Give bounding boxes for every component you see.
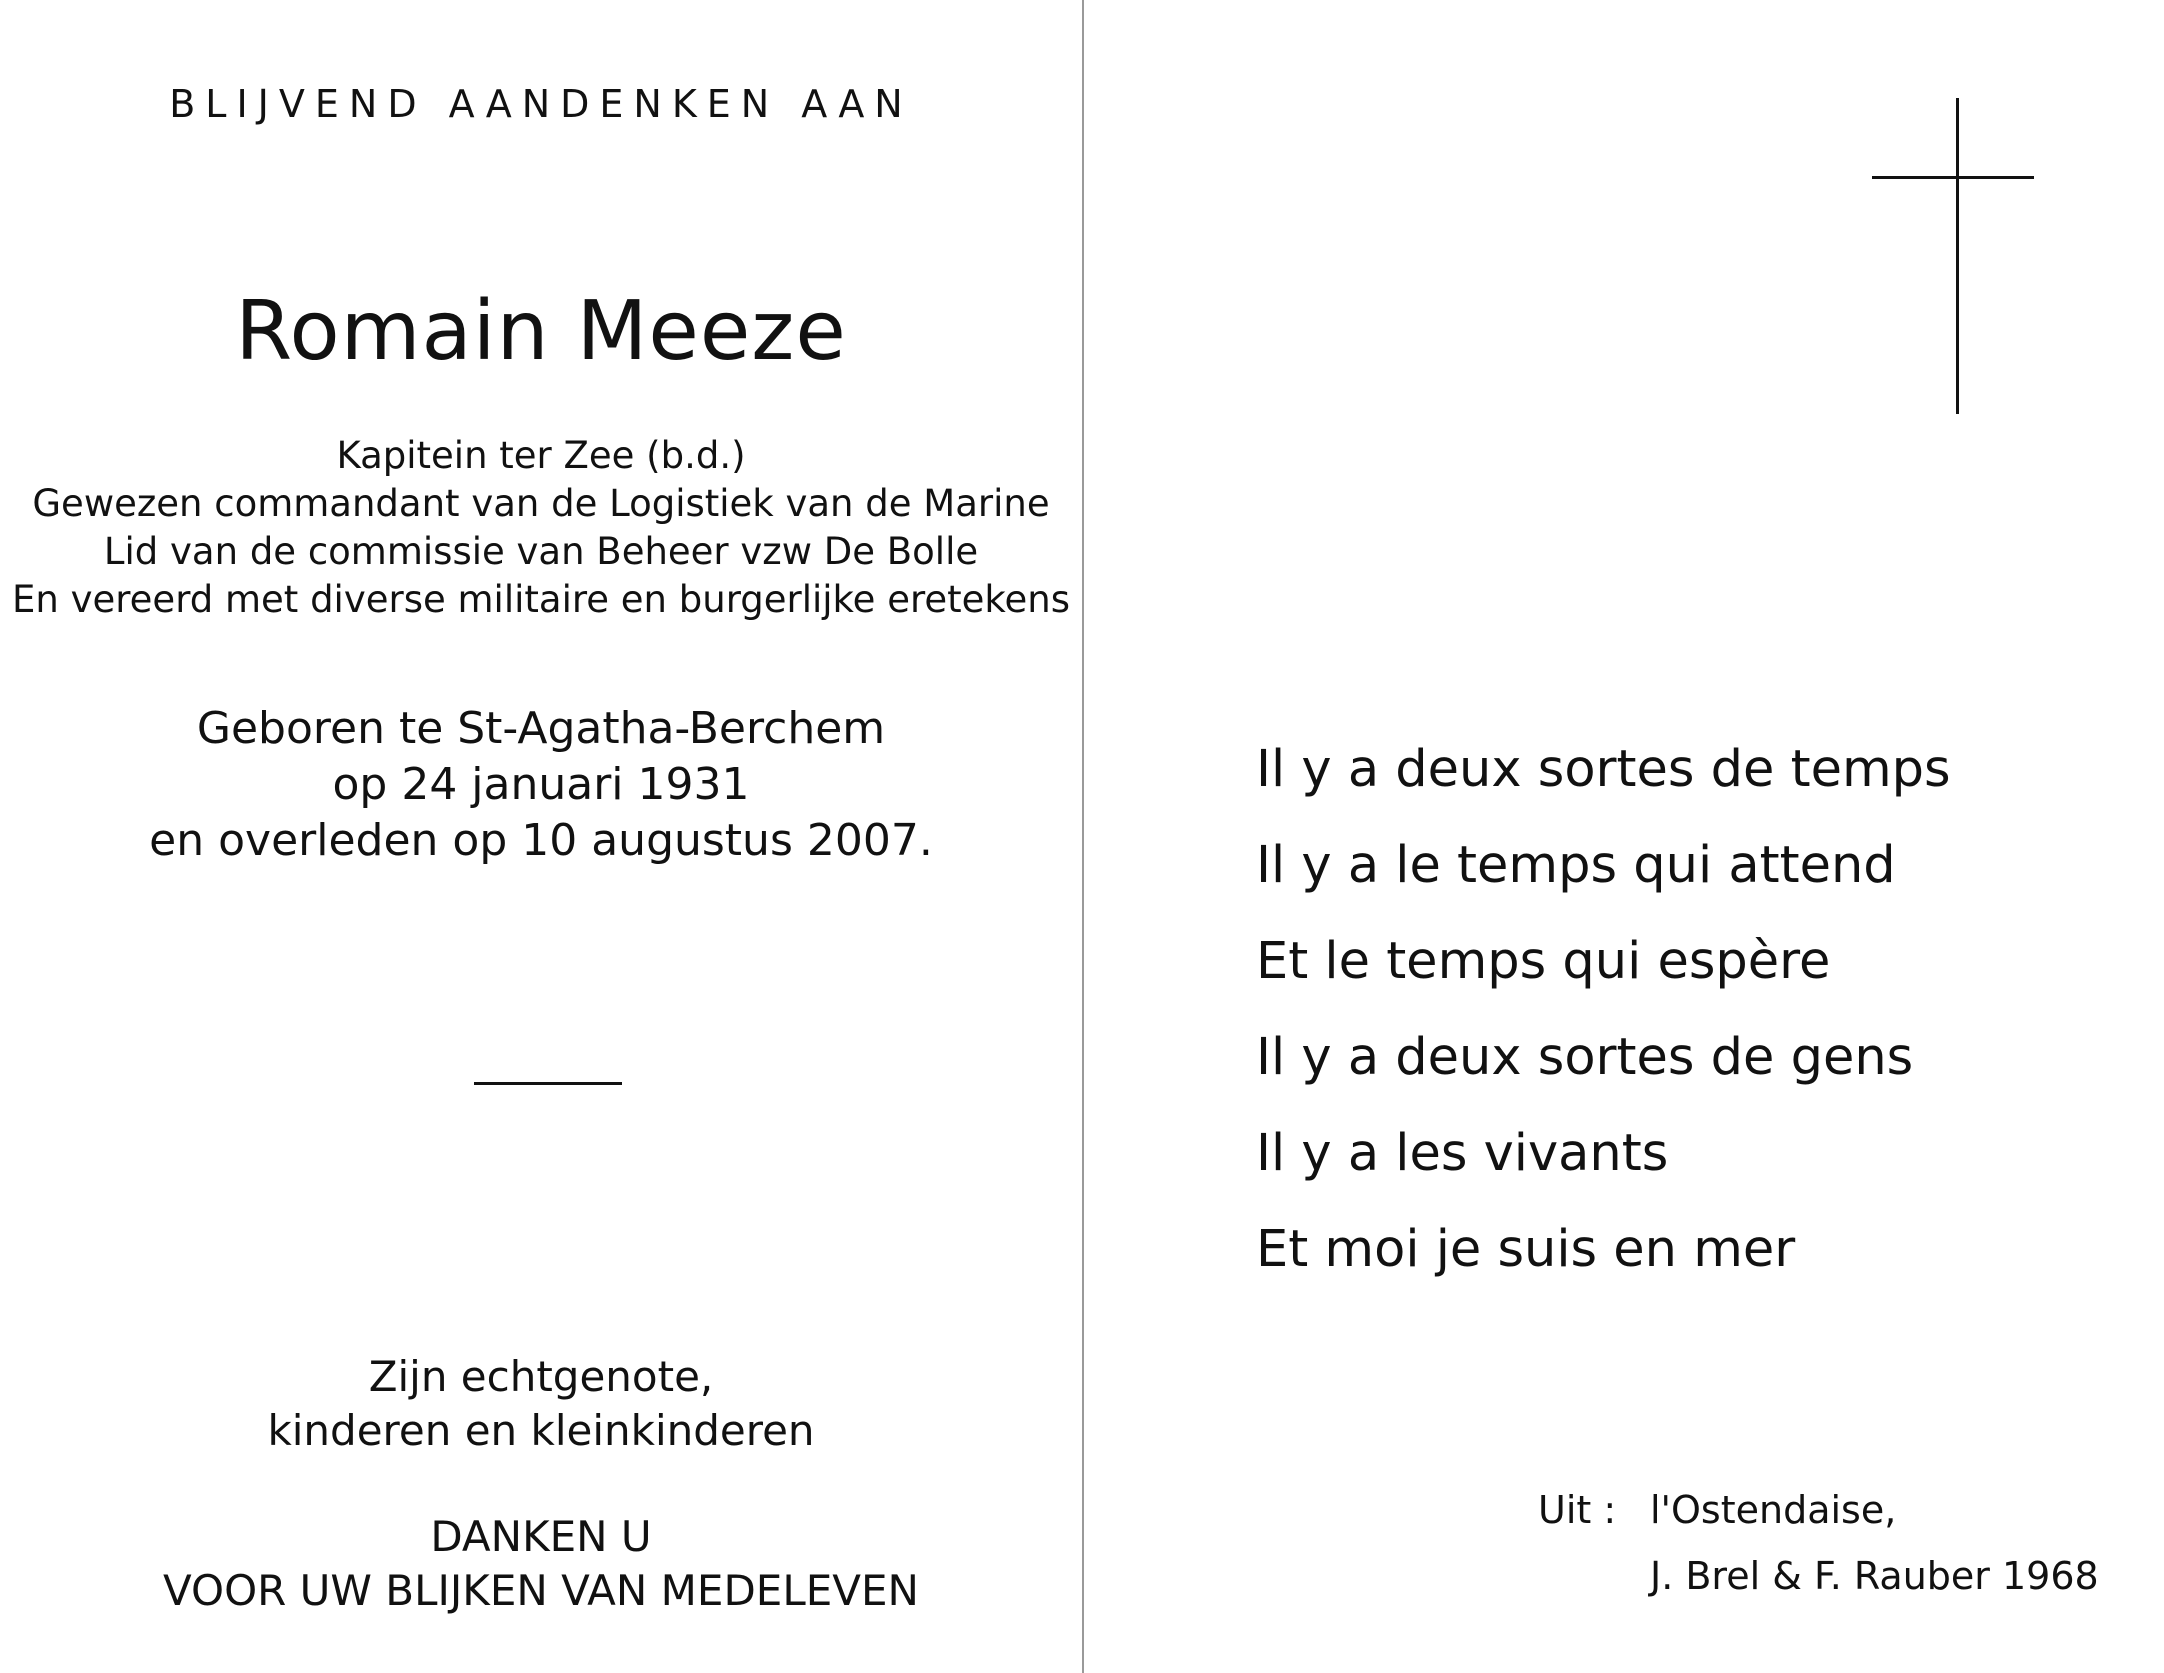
role-line: Lid van de commissie van Beheer vzw De Bolle [103, 530, 979, 573]
poem-line: Il y a le temps qui attend [1256, 836, 1896, 895]
death-date: en overleden op 10 augustus 2007. [149, 815, 933, 866]
family-line: Zijn echtgenote, [368, 1352, 714, 1401]
birth-place: Geboren te St-Agatha-Berchem [196, 703, 886, 754]
family-line: kinderen en kleinkinderen [267, 1406, 815, 1455]
deceased-name: Romain Meeze [235, 284, 847, 379]
role-line: Gewezen commandant van de Logistiek van de Marine [32, 482, 1050, 525]
poem-line: Il y a les vivants [1256, 1124, 1669, 1183]
thanks-line: VOOR UW BLIJKEN VAN MEDELEVEN [163, 1566, 919, 1615]
thanks-line: DANKEN U [430, 1512, 652, 1561]
poem-line: Et le temps qui espère [1256, 932, 1831, 991]
poem-line: Il y a deux sortes de gens [1256, 1028, 1914, 1087]
memorial-header: BLIJVEND AANDENKEN AAN [169, 82, 913, 126]
right-page [1084, 0, 2164, 1673]
role-line: En vereerd met diverse militaire en burgerlijke eretekens [12, 578, 1070, 621]
citation-label: Uit : [1538, 1488, 1617, 1532]
role-line: Kapitein ter Zee (b.d.) [336, 434, 746, 477]
poem-line: Il y a deux sortes de temps [1256, 740, 1951, 799]
poem-line: Et moi je suis en mer [1256, 1220, 1796, 1279]
birth-date: op 24 januari 1931 [332, 759, 750, 810]
citation-authors: J. Brel & F. Rauber 1968 [1650, 1554, 2099, 1598]
separator-line [474, 1082, 622, 1085]
citation-source: l'Ostendaise, [1650, 1488, 1897, 1532]
